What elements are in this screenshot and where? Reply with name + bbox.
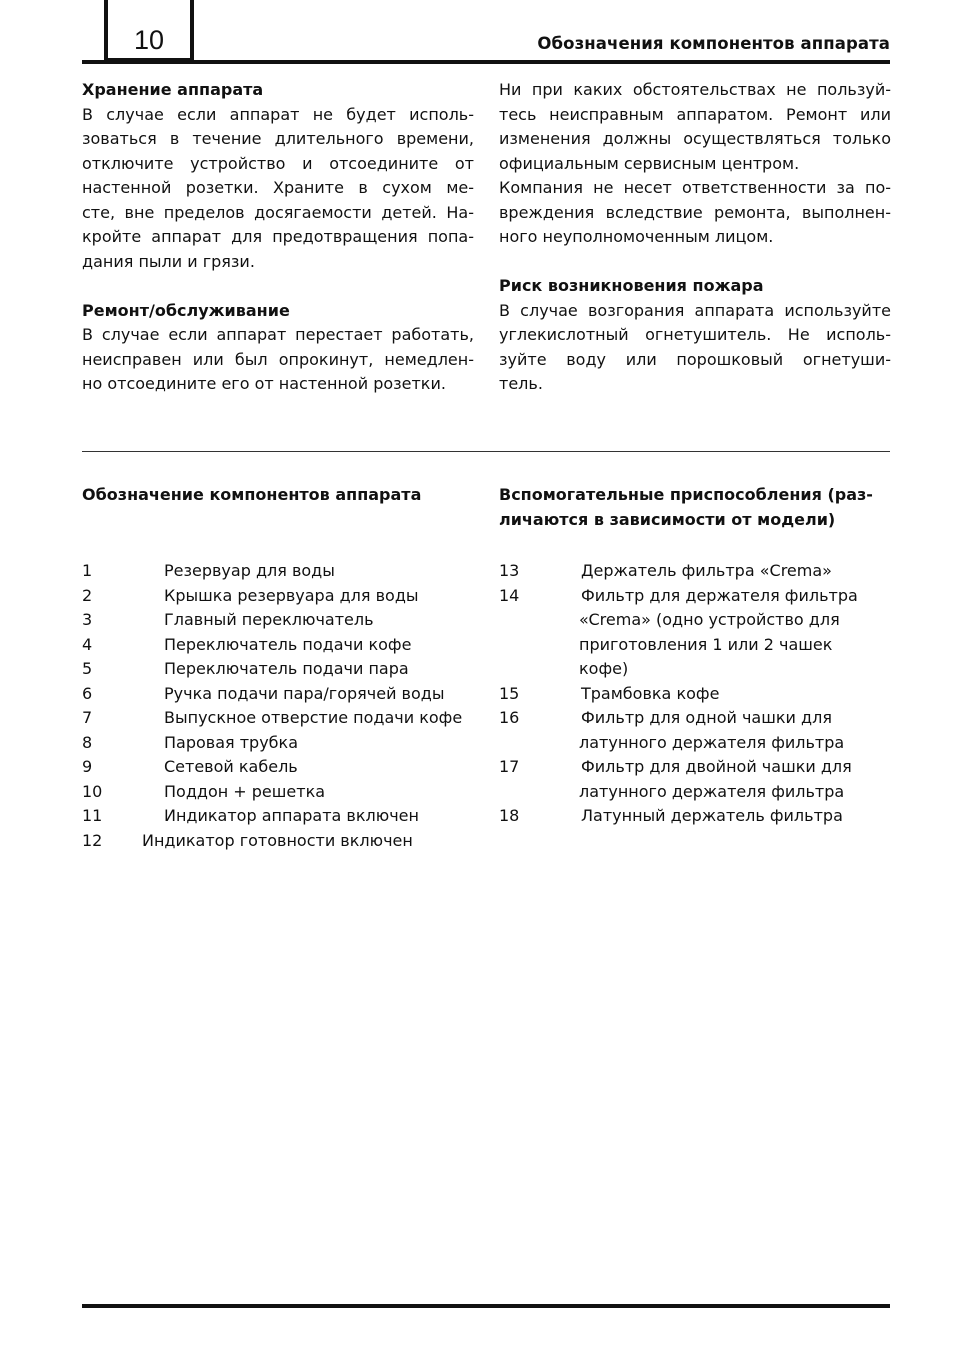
- components-list: [82, 559, 482, 853]
- list-item: [82, 657, 482, 682]
- list-item: [82, 804, 482, 829]
- list-item: [82, 780, 482, 805]
- list-item: [82, 682, 482, 707]
- accessories-heading-line: личаются в зависимости от модели): [499, 509, 836, 529]
- item-number: 7: [82, 708, 93, 727]
- accessories-heading-line: Вспомогательные приспособления (раз-: [499, 485, 873, 504]
- item-number: 17: [499, 757, 520, 776]
- item-number: 18: [499, 806, 520, 825]
- fire-paragraph: [499, 299, 891, 397]
- components-heading: Обозначение компонентов аппарата: [82, 485, 422, 504]
- left-column: [82, 78, 474, 397]
- list-item: [82, 731, 482, 756]
- item-number: 2: [82, 585, 93, 605]
- list-item: [82, 608, 482, 633]
- item-number: 10: [82, 781, 103, 801]
- intro-line: ного неуполномоченным лицом.: [499, 227, 774, 246]
- storage-paragraph: [82, 103, 474, 275]
- storage-line: дания пыли и грязи.: [82, 251, 255, 271]
- storage-line: кройте аппарат для предотвращения попа-: [82, 227, 474, 246]
- item-label: Индикатор готовности включен: [142, 830, 413, 850]
- fire-line: углекислотный огнетушитель. Не исполь-: [499, 325, 891, 344]
- item-label: Сетевой кабель: [164, 757, 298, 776]
- item-number: 14: [499, 585, 520, 605]
- storage-line: сте, вне пределов досягаемости детей. На-: [82, 202, 474, 222]
- item-number: 15: [499, 683, 520, 703]
- repair-line: но отсоедините его от настенной розетки.: [82, 374, 446, 393]
- components-heading-wrap: [82, 483, 474, 508]
- item-label: Паровая трубка: [164, 732, 299, 752]
- item-number: 4: [82, 634, 93, 654]
- list-item: [82, 755, 482, 780]
- intro-line: вреждения вследствие ремонта, выполнен-: [499, 202, 891, 222]
- accessories-heading-wrap: [499, 483, 891, 532]
- item-number: 1: [82, 561, 93, 580]
- section-divider: [82, 451, 890, 452]
- item-label: Фильтр для двойной чашки для: [581, 757, 852, 776]
- repair-heading: Ремонт/обслуживание: [82, 300, 290, 320]
- header-rule: [82, 60, 890, 64]
- storage-line: отключите устройство и отсоедините от: [82, 153, 474, 173]
- item-label: Фильтр для держателя фильтра: [581, 585, 858, 605]
- fire-line: тель.: [499, 374, 543, 393]
- item-number: 3: [82, 610, 93, 629]
- item-number: 11: [82, 806, 103, 825]
- item-label: Резервуар для воды: [164, 561, 335, 580]
- intro-line: изменения должны осуществляться только: [499, 129, 891, 148]
- repair-line: неисправен или был опрокинут, немедлен-: [82, 349, 474, 369]
- fire-line: зуйте воду или порошковый огнетуши-: [499, 349, 891, 369]
- list-item: [499, 584, 899, 609]
- item-label: Латунный держатель фильтра: [581, 806, 843, 825]
- item-number: 9: [82, 757, 93, 776]
- page-number: 10: [133, 25, 165, 55]
- list-item: [499, 804, 899, 829]
- item-number: 16: [499, 708, 520, 727]
- intro-line: Ни при каких обстоятельствах не пользуй-: [499, 80, 891, 99]
- right-column: [499, 78, 891, 397]
- item-number: 8: [82, 732, 93, 752]
- item-label: Трамбовка кофе: [581, 683, 720, 703]
- page-title: Обозначения компонентов аппарата: [537, 34, 890, 53]
- item-label: Переключатель подачи кофе: [164, 634, 412, 654]
- item-label-continued: латунного держателя фильтра: [579, 781, 845, 801]
- item-label: Держатель фильтра «Crema»: [581, 561, 832, 580]
- item-label: Крышка резервуара для воды: [164, 585, 419, 605]
- list-item: [499, 755, 899, 780]
- intro-paragraph: [499, 78, 891, 250]
- item-label-continued: латунного держателя фильтра: [579, 732, 845, 752]
- item-label-continued: приготовления 1 или 2 чашек: [579, 634, 833, 654]
- storage-line: настенной розетки. Храните в сухом ме-: [82, 178, 474, 197]
- fire-heading: Риск возникновения пожара: [499, 276, 764, 295]
- item-label: Переключатель подачи пара: [164, 659, 409, 678]
- intro-line: Компания не несет ответственности за по-: [499, 178, 891, 197]
- item-label: Ручка подачи пара/горячей воды: [164, 683, 445, 703]
- fire-line: В случае возгорания аппарата используйте: [499, 300, 891, 320]
- storage-line: зоваться в течение длительного времени,: [82, 129, 474, 148]
- item-number: 13: [499, 561, 520, 580]
- repair-line: В случае если аппарат перестает работать,: [82, 325, 474, 344]
- list-item: [499, 706, 899, 731]
- list-item: [82, 559, 482, 584]
- list-item: [499, 559, 899, 584]
- item-number: 5: [82, 659, 93, 678]
- item-label-continued: «Crema» (одно устройство для: [579, 610, 840, 629]
- list-item: [82, 706, 482, 731]
- list-item: [82, 829, 482, 854]
- item-label-continued: кофе): [579, 659, 629, 678]
- accessories-list: [499, 559, 899, 829]
- repair-paragraph: [82, 323, 474, 397]
- item-number: 12: [82, 830, 103, 850]
- item-label: Фильтр для одной чашки для: [581, 708, 832, 727]
- item-label: Главный переключатель: [164, 610, 374, 629]
- list-item: [82, 584, 482, 609]
- item-number: 6: [82, 683, 93, 703]
- footer-rule: [82, 1304, 890, 1308]
- storage-heading: Хранение аппарата: [82, 80, 264, 99]
- storage-line: В случае если аппарат не будет исполь-: [82, 104, 474, 124]
- item-label: Индикатор аппарата включен: [164, 806, 419, 825]
- intro-line: официальным сервисным центром.: [499, 153, 800, 173]
- list-item: [82, 633, 482, 658]
- list-item: [499, 682, 899, 707]
- item-label: Выпускное отверстие подачи кофе: [164, 708, 463, 727]
- item-label: Поддон + решетка: [164, 781, 326, 801]
- page-number-box: [104, 0, 194, 62]
- intro-line: тесь неисправным аппаратом. Ремонт или: [499, 104, 891, 124]
